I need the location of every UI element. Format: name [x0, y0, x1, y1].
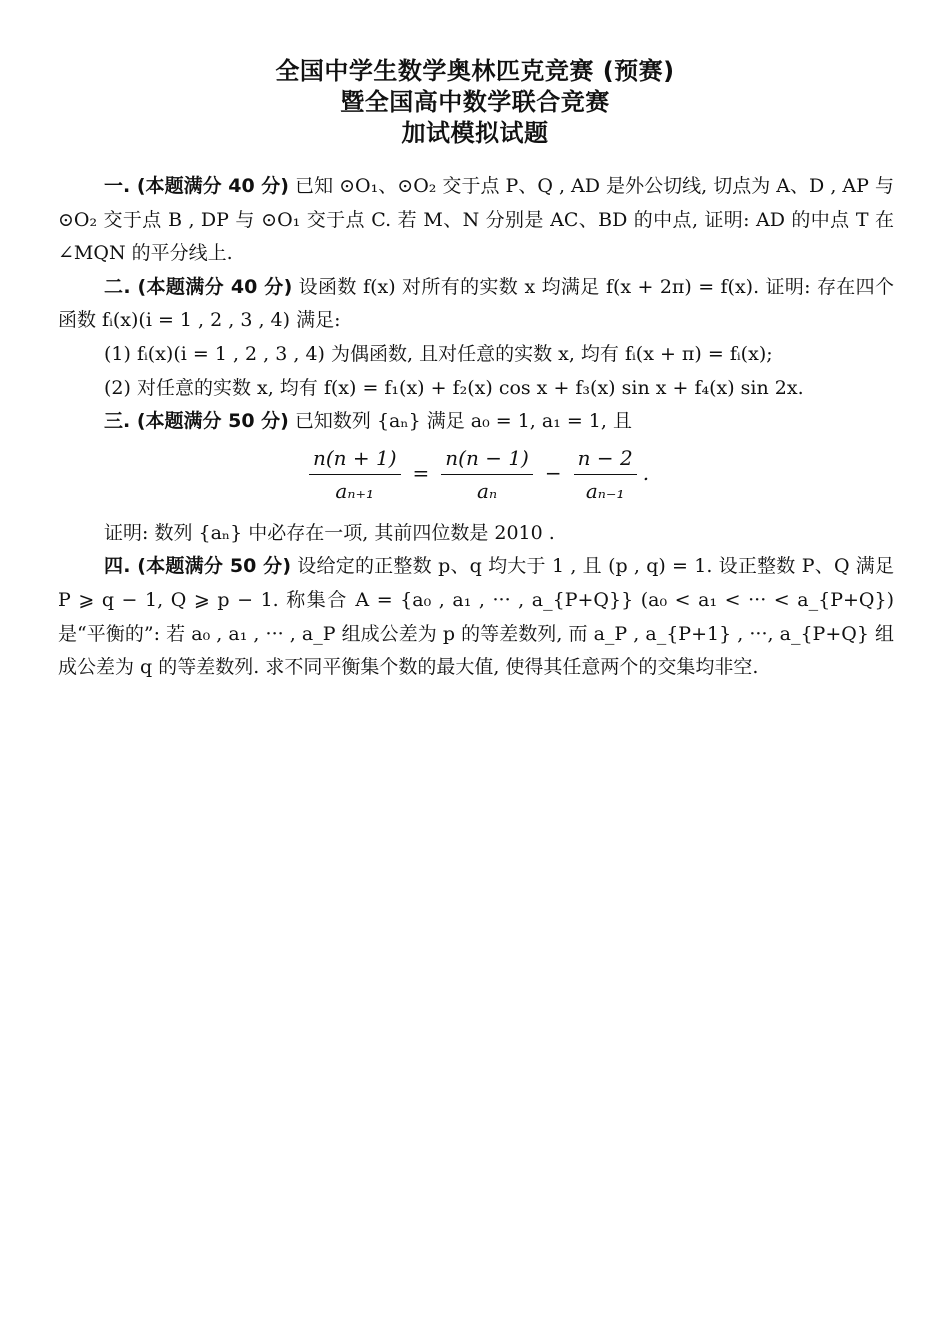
problem-3-conclusion: 证明: 数列 {aₙ} 中必存在一项, 其前四位数是 2010 . [104, 521, 555, 544]
problem-4-text: 设给定的正整数 p、q 均大于 1 , 且 (p , q) = 1. 设正整数 P、Q 满足 P ⩾ q − 1, Q ⩾ p − 1. 称集合 A = {a₀ , a₁ , ··· , a_{P+Q}} (a₀ < a₁ < ··· < a_{P+Q}) 是“平衡的”: 若 a₀ , a₁ , ··· , a_P 组成公差为 p 的等差数列, 而 a_P , a_{P+1} , ···, a_{P+Q} 组成公差为 q 的等差数列. 求不同平衡集个数的最大值, 使得其任意两个的交集均非空. [58, 555, 895, 679]
problem-2-text: 设函数 f(x) 对所有的实数 x 均满足 f(x + 2π) = f(x). 证明: 存在四个函数 fᵢ(x)(i = 1 , 2 , 3 , 4) 满足: [58, 275, 894, 332]
problem-2-label: 二. (本题满分 40 分) [104, 275, 293, 298]
problem-3 [58, 405, 894, 439]
formula-period: . [642, 461, 650, 486]
problems-body [58, 170, 894, 685]
problem-3-label: 三. (本题满分 50 分) [104, 410, 289, 433]
problem-4 [58, 550, 894, 684]
title-line-2: 暨全国高中数学联合竞赛 [340, 88, 610, 116]
formula-lhs-denominator: aₙ₊₁ [335, 478, 375, 503]
formula-minus: − [544, 461, 562, 486]
problem-3-text: 已知数列 {aₙ} 满足 a₀ = 1, a₁ = 1, 且 [288, 410, 632, 433]
formula-term2-fraction [574, 445, 637, 504]
title-line-3: 加试模拟试题 [401, 119, 549, 147]
problem-2-item-1: (1) fᵢ(x)(i = 1 , 2 , 3 , 4) 为偶函数, 且对任意的实数 x, 均有 fᵢ(x + π) = fᵢ(x); [104, 342, 773, 365]
formula-term1-fraction [441, 445, 533, 504]
formula-equals: = [412, 461, 430, 486]
formula-term1-denominator: aₙ [477, 478, 498, 503]
problem-4-label: 四. (本题满分 50 分) [104, 555, 292, 578]
problem-2-item-2: (2) 对任意的实数 x, 均有 f(x) = f₁(x) + f₂(x) cos x + f₃(x) sin x + f₄(x) sin 2x. [104, 376, 804, 399]
formula-lhs-numerator: n(n + 1) [309, 445, 401, 475]
problem-1-label: 一. (本题满分 40 分) [104, 175, 289, 197]
formula-term2-denominator: aₙ₋₁ [585, 478, 625, 503]
exam-title [0, 56, 950, 149]
problem-1 [58, 170, 894, 271]
problem-1-text: 已知 ⊙O₁、⊙O₂ 交于点 P、Q , AD 是外公切线, 切点为 A、D , AP 与 ⊙O₂ 交于点 B , DP 与 ⊙O₁ 交于点 C. 若 M、N 分别是 AC、BD 的中点, 证明: AD 的中点 T 在 ∠MQN 的平分线上. [58, 175, 894, 265]
title-line-1: 全国中学生数学奥林匹克竞赛 (预赛) [275, 57, 675, 85]
problem-2 [58, 271, 894, 338]
formula-lhs-fraction [309, 445, 401, 504]
formula-term1-numerator: n(n − 1) [441, 445, 533, 475]
recurrence-formula [58, 443, 894, 509]
formula-term2-numerator: n − 2 [574, 445, 637, 475]
